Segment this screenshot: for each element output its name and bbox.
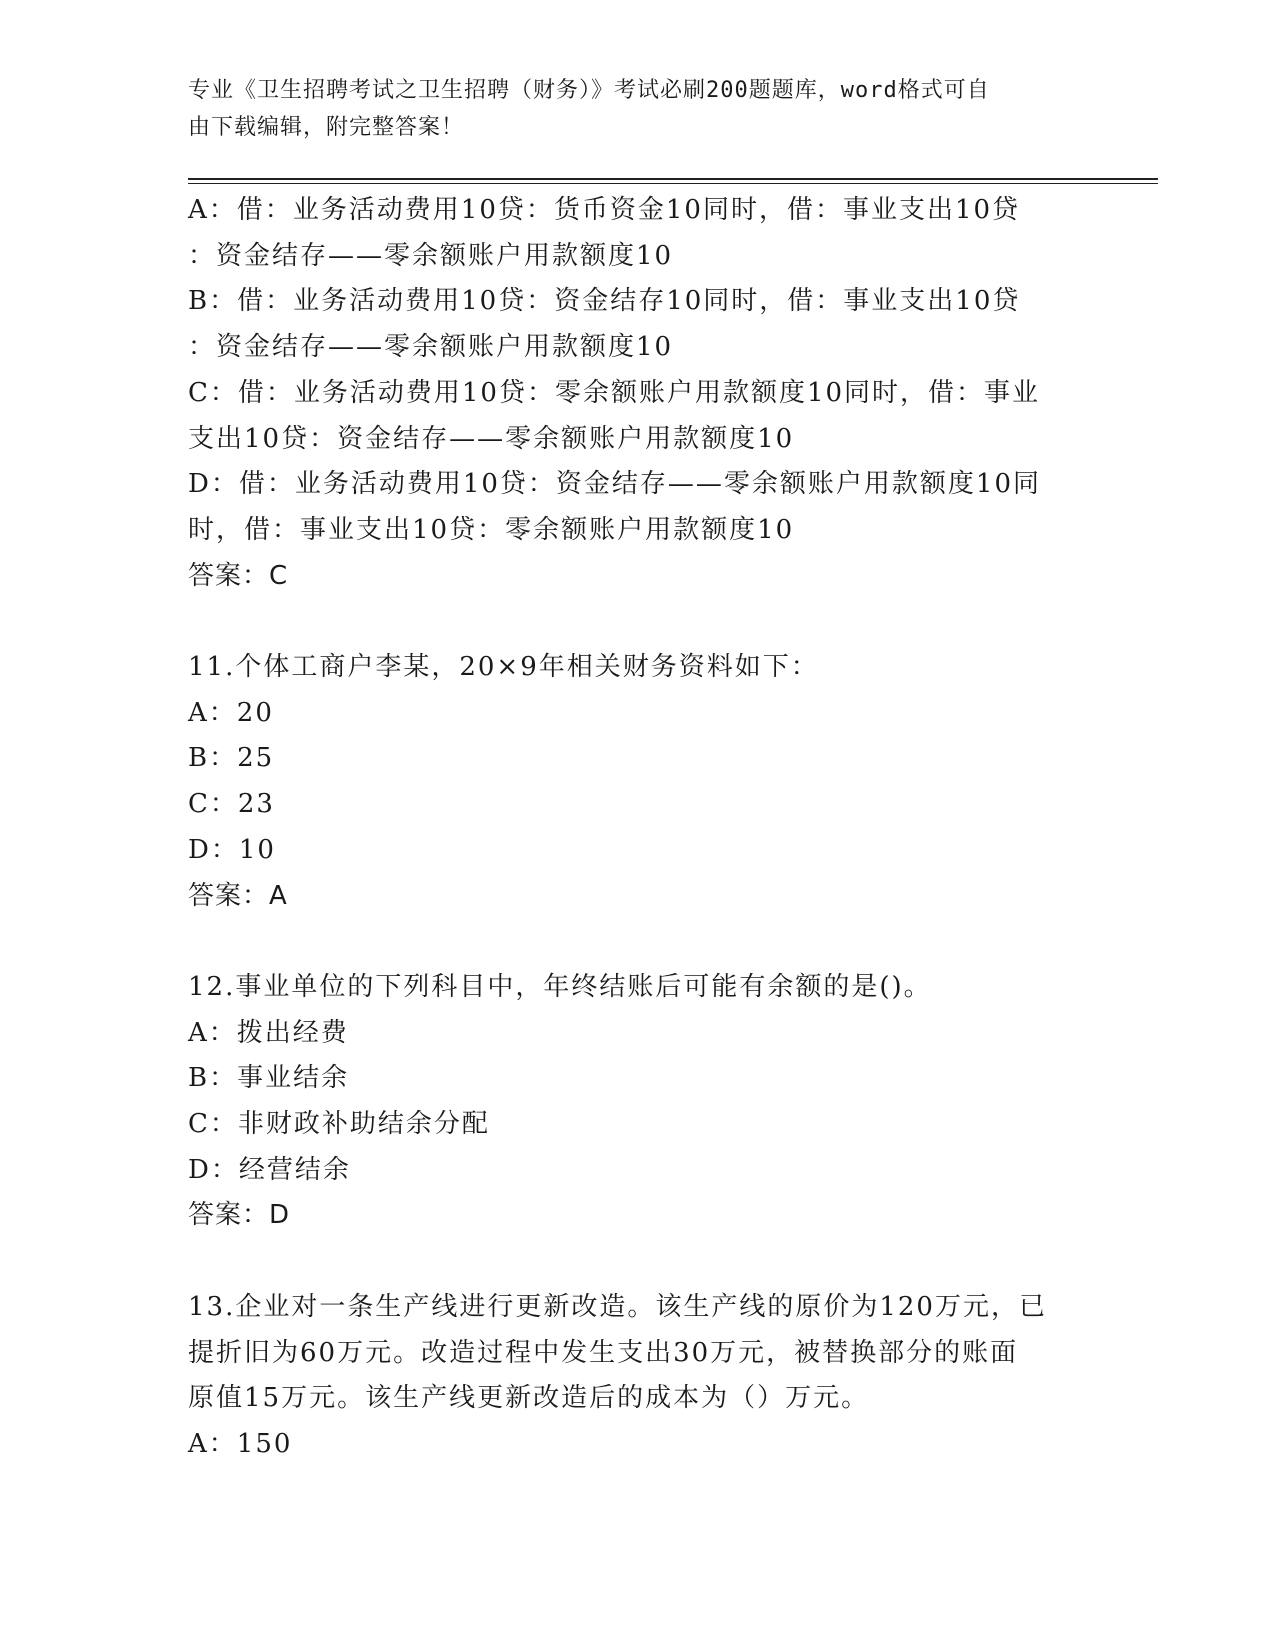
header-line-2: 由下载编辑，附完整答案！ (188, 115, 465, 140)
question-13 (188, 1285, 1088, 1468)
option-d: D：10 (188, 834, 276, 865)
option-d-line-2: 时，借：事业支出10贷：零余额账户用款额度10 (188, 514, 795, 545)
document-header (188, 72, 1088, 146)
option-b-line-2: ：资金结存——零余额账户用款额度10 (188, 332, 674, 363)
option-b-line-1: B：借：业务活动费用10贷：资金结存10同时，借：事业支出10贷 (188, 286, 1021, 317)
option-b: B：25 (188, 743, 275, 774)
option-c: C：23 (188, 789, 275, 820)
option-a: A：20 (188, 697, 274, 728)
option-d-line-1: D：借：业务活动费用10贷：资金结存——零余额账户用款额度10同 (188, 469, 1042, 500)
option-c-line-1: C：借：业务活动费用10贷：零余额账户用款额度10同时，借：事业 (188, 377, 1041, 408)
answer: 答案：D (188, 1200, 291, 1231)
question-stem-line-3: 原值15万元。该生产线更新改造后的成本为（）万元。 (188, 1383, 870, 1414)
question-12 (188, 965, 1088, 1239)
question-stem-line-1: 13.企业对一条生产线进行更新改造。该生产线的原价为120万元，已 (188, 1291, 1047, 1322)
header-line-1: 专业《卫生招聘考试之卫生招聘（财务）》考试必刷200题题库，word格式可自 (188, 78, 990, 103)
answer: 答案：A (188, 880, 288, 911)
option-d: D：经营结余 (188, 1154, 351, 1185)
header-divider-thin (188, 183, 1158, 184)
question-11 (188, 645, 1088, 919)
option-b: B：事业结余 (188, 1063, 350, 1094)
option-a: A：拨出经费 (188, 1017, 349, 1048)
header-divider-thick (188, 178, 1158, 180)
spacer (188, 1239, 1088, 1285)
question-content (188, 188, 1088, 1468)
option-a-line-1: A：借：业务活动费用10贷：货币资金10同时，借：事业支出10贷 (188, 195, 1021, 225)
question-stem: 11.个体工商户李某，20×9年相关财务资料如下： (188, 652, 819, 683)
answer: 答案：C (188, 560, 289, 591)
question-stem-line-2: 提折旧为60万元。改造过程中发生支出30万元，被替换部分的账面 (188, 1337, 1019, 1368)
spacer (188, 919, 1088, 965)
question-stem: 12.事业单位的下列科目中，年终结账后可能有余额的是()。 (188, 971, 932, 1002)
option-a-line-2: ：资金结存——零余额账户用款额度10 (188, 240, 674, 271)
option-c-line-2: 支出10贷：资金结存——零余额账户用款额度10 (188, 423, 795, 454)
option-c: C：非财政补助结余分配 (188, 1109, 490, 1140)
spacer (188, 599, 1088, 645)
question-10 (188, 188, 1088, 599)
option-a: A：150 (188, 1428, 293, 1459)
